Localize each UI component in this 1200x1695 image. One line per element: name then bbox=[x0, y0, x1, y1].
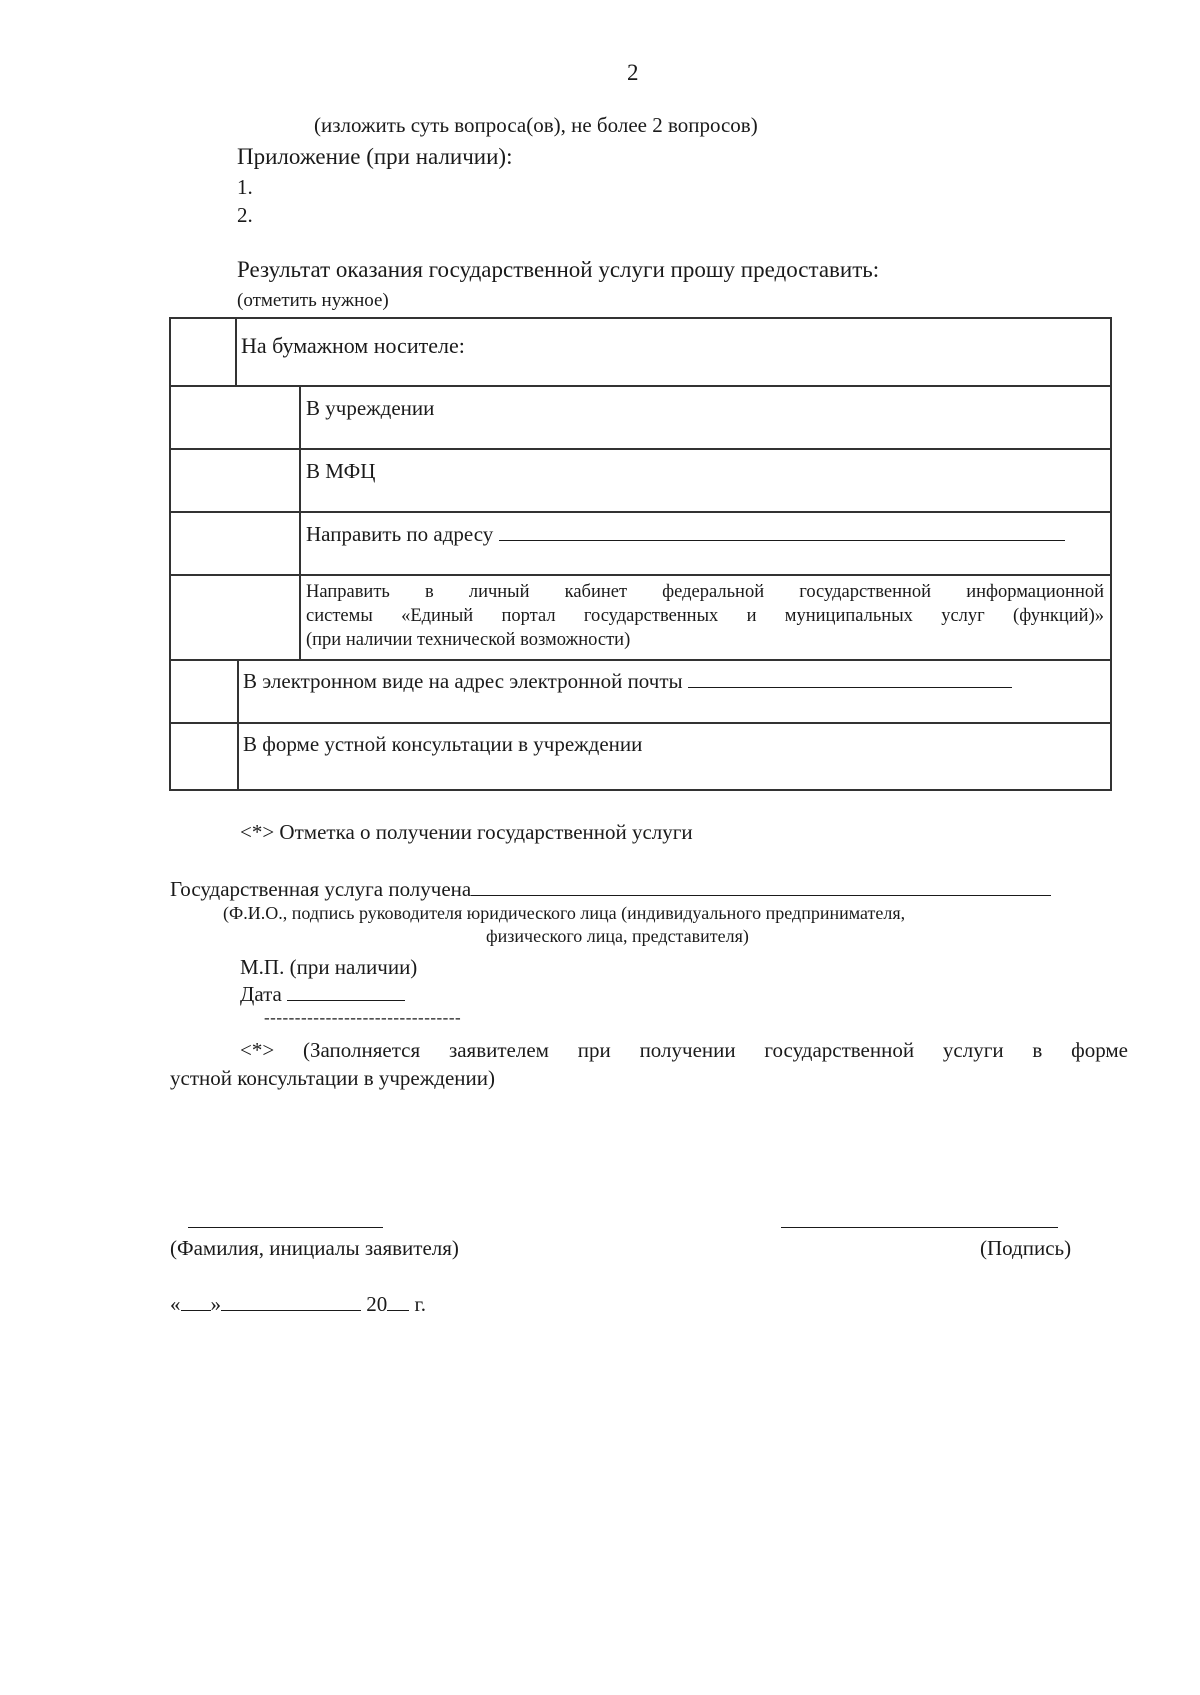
checkbox-email[interactable] bbox=[169, 659, 237, 722]
checkbox-by-address[interactable] bbox=[169, 511, 299, 574]
option-email-label: В электронном виде на адрес электронной почты bbox=[243, 669, 683, 693]
date-year-prefix: 20 bbox=[366, 1292, 388, 1316]
receipt-date-row bbox=[240, 982, 405, 1007]
date-day-field[interactable] bbox=[181, 1309, 211, 1311]
receipt-caption-line-2: физического лица, представителя) bbox=[486, 926, 749, 946]
option-portal-line-3: (при наличии технической возможности) bbox=[306, 630, 631, 650]
date-year-field[interactable] bbox=[387, 1309, 409, 1311]
option-portal-line-1: Направить в личный кабинет федеральной государственной информационной bbox=[306, 582, 1104, 602]
receipt-heading: <*> Отметка о получении государственной услуги bbox=[240, 820, 693, 844]
receipt-stamp: М.П. (при наличии) bbox=[240, 955, 418, 979]
option-by-address bbox=[306, 522, 1065, 547]
question-hint: (изложить суть вопроса(ов), не более 2 вопросов) bbox=[314, 113, 758, 137]
option-oral-label: В форме устной консультации в учреждении bbox=[243, 732, 643, 756]
receipt-date-label: Дата bbox=[240, 982, 282, 1006]
checkbox-portal[interactable] bbox=[169, 574, 299, 659]
applicant-name-caption: (Фамилия, инициалы заявителя) bbox=[170, 1236, 459, 1260]
date-close-quote: » bbox=[210, 1292, 221, 1316]
receipt-received-label: Государственная услуга получена bbox=[170, 877, 472, 901]
option-mfc-label: В МФЦ bbox=[306, 459, 376, 483]
receipt-caption-line-1: (Ф.И.О., подпись руководителя юридического лица (индивидуального предпринимателя, bbox=[223, 903, 906, 923]
checkbox-oral[interactable] bbox=[169, 722, 237, 789]
page-number: 2 bbox=[627, 60, 639, 85]
signature-date-row bbox=[170, 1292, 426, 1317]
option-portal-line-2: системы «Единый портал государственных и муниципальных услуг (функций)» bbox=[306, 606, 1104, 626]
applicant-signature-caption: (Подпись) bbox=[980, 1236, 1072, 1260]
applicant-name-field[interactable] bbox=[188, 1227, 383, 1228]
email-field[interactable] bbox=[688, 686, 1012, 688]
option-in-office-label: В учреждении bbox=[306, 396, 435, 420]
date-open-quote: « bbox=[170, 1292, 181, 1316]
attachment-item-2: 2. bbox=[237, 203, 253, 227]
address-field[interactable] bbox=[499, 539, 1065, 541]
attachments-heading: Приложение (при наличии): bbox=[237, 144, 513, 169]
attachment-item-1: 1. bbox=[237, 175, 253, 199]
option-email bbox=[243, 669, 1012, 694]
applicant-signature-field[interactable] bbox=[781, 1227, 1058, 1228]
option-portal bbox=[306, 580, 1104, 652]
option-by-address-label: Направить по адресу bbox=[306, 522, 494, 546]
date-month-field[interactable] bbox=[221, 1309, 361, 1311]
receipt-footnote-line-2: устной консультации в учреждении) bbox=[170, 1066, 495, 1090]
result-heading: Результат оказания государственной услуги прошу предоставить: bbox=[237, 257, 880, 282]
checkbox-paper[interactable] bbox=[169, 317, 235, 385]
result-note: (отметить нужное) bbox=[237, 290, 389, 311]
receipt-received-field[interactable] bbox=[471, 894, 1051, 896]
option-paper-label: На бумажном носителе: bbox=[241, 333, 465, 358]
checkbox-in-office[interactable] bbox=[169, 385, 299, 448]
date-year-suffix: г. bbox=[414, 1292, 426, 1316]
receipt-footnote-line-1: <*> (Заполняется заявителем при получении государственной услуги в форме bbox=[240, 1038, 1128, 1062]
delivery-options-table bbox=[169, 317, 1112, 791]
receipt-received-row bbox=[170, 877, 1051, 902]
checkbox-mfc[interactable] bbox=[169, 448, 299, 511]
receipt-separator: -------------------------------- bbox=[264, 1008, 462, 1027]
receipt-date-field[interactable] bbox=[287, 999, 405, 1001]
